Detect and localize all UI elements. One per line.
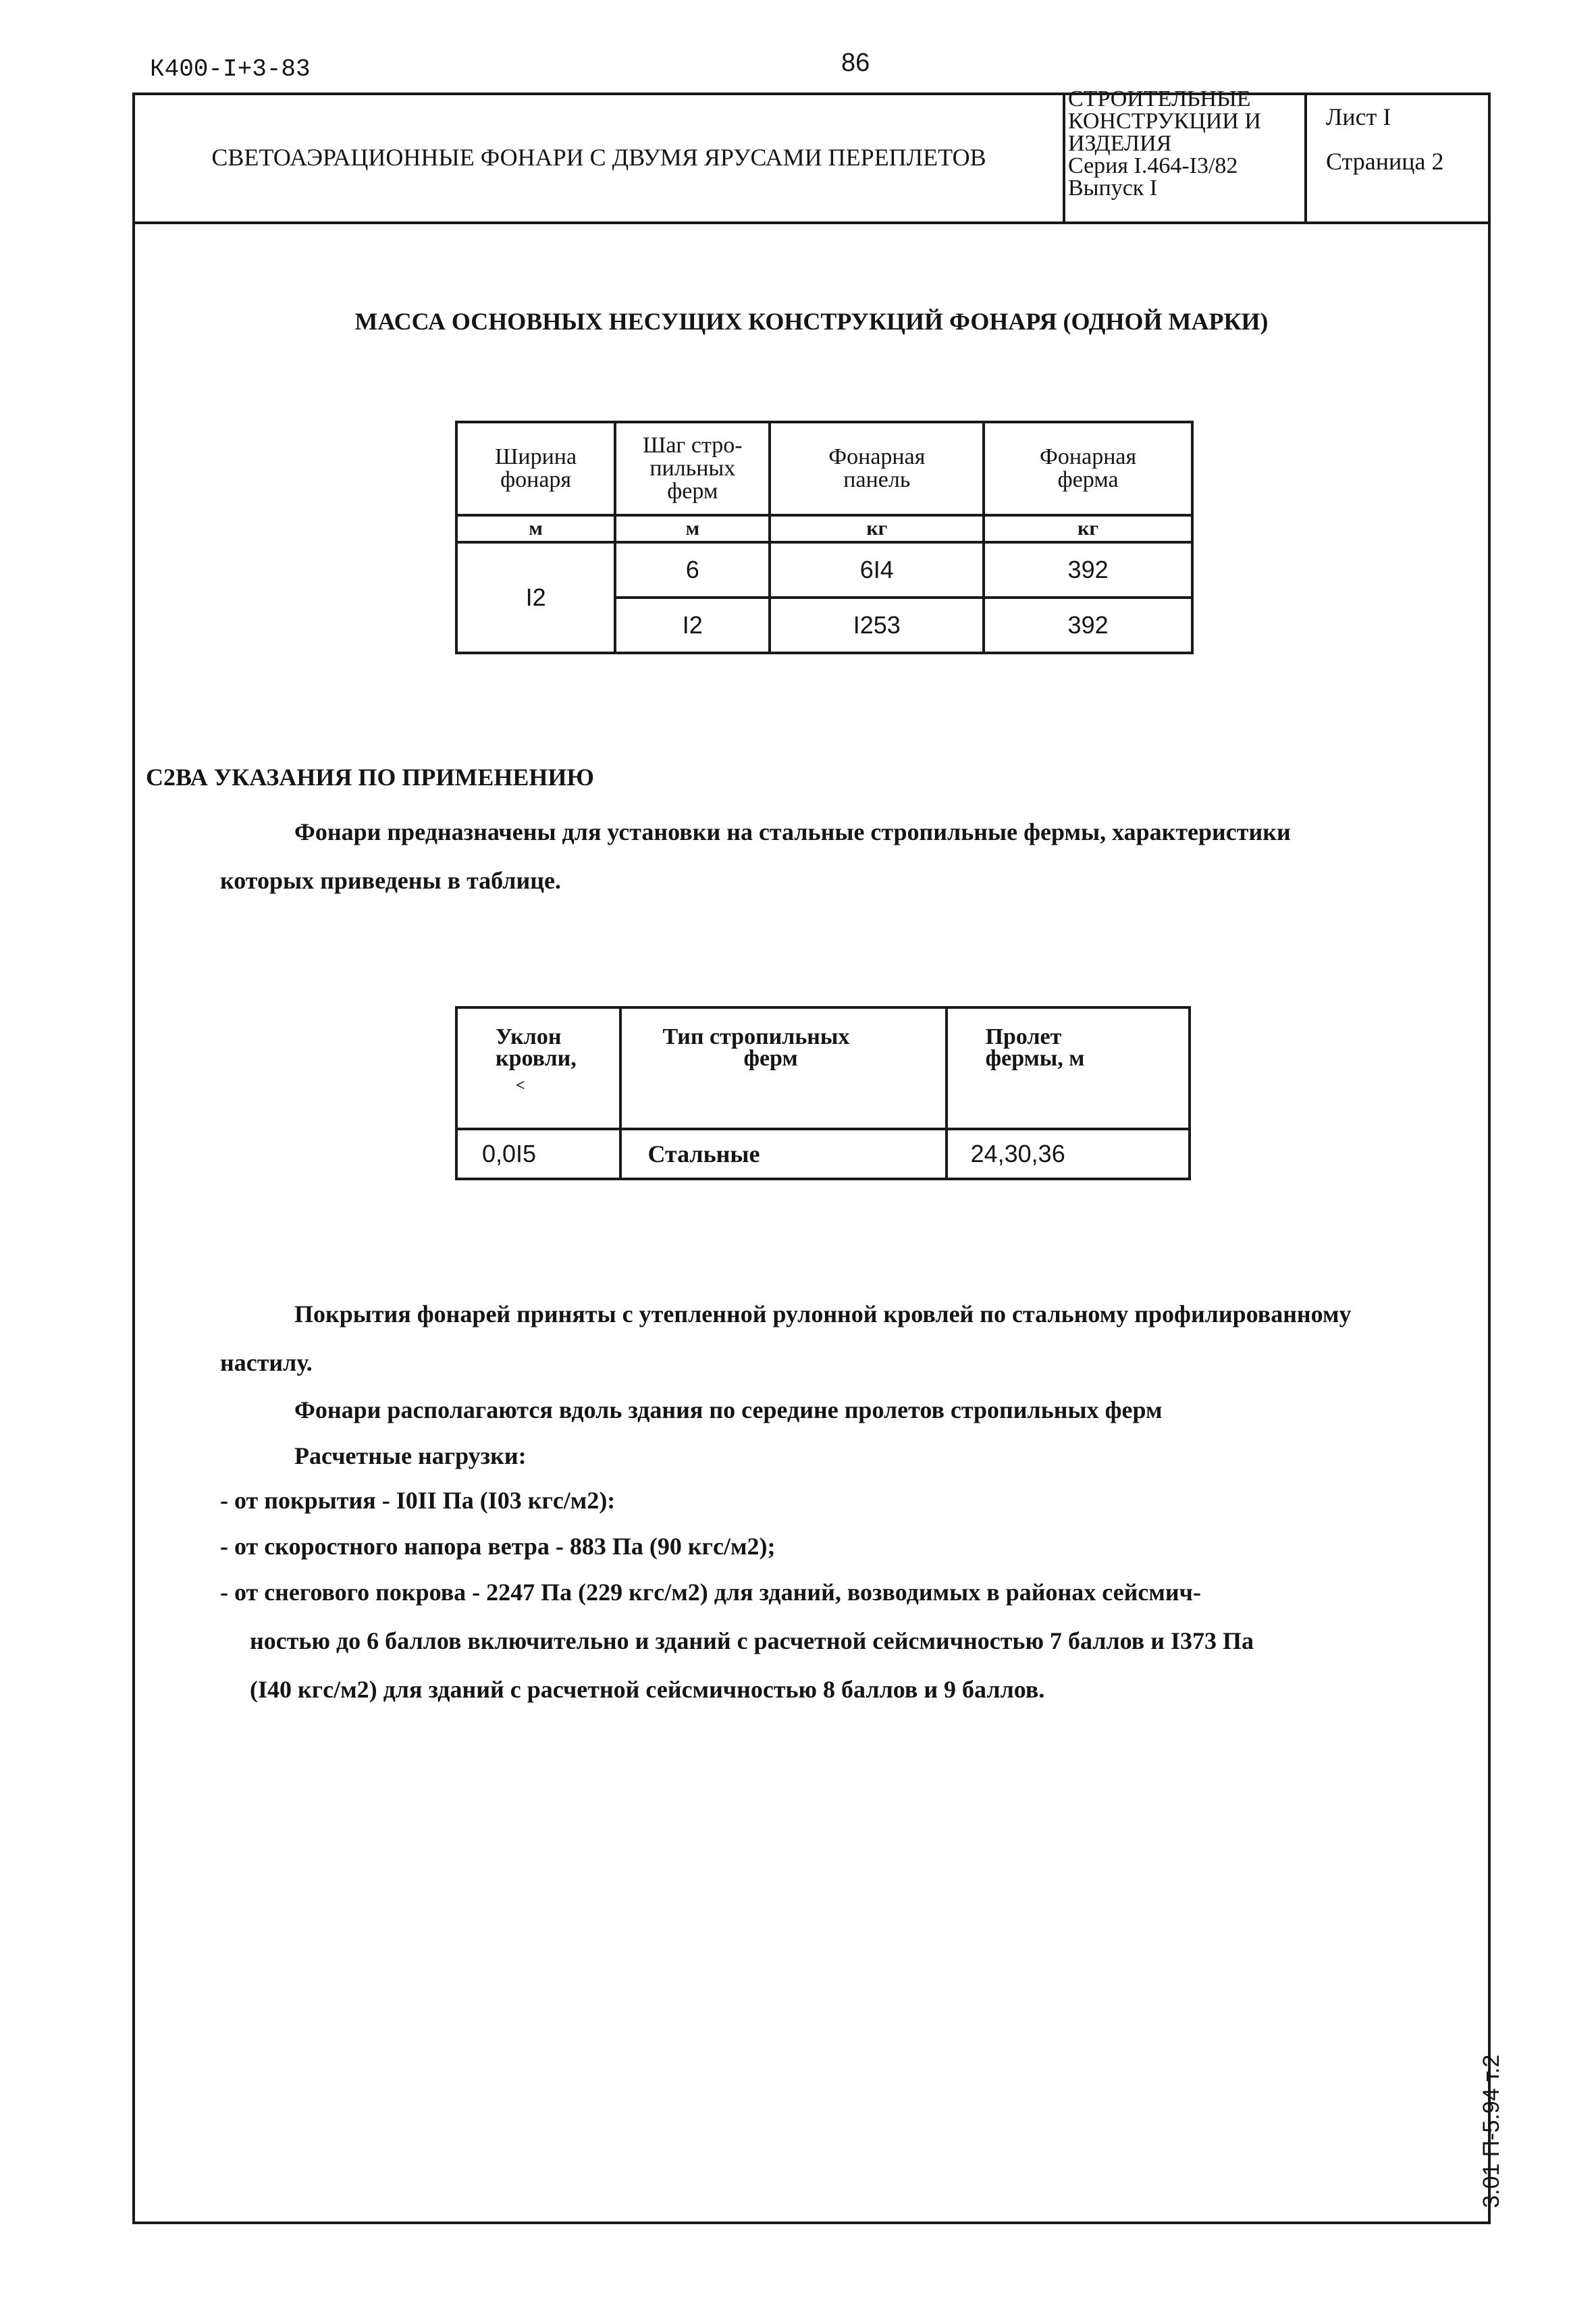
- archive-stamp: 3.01 П-5.94 т.2: [1479, 2054, 1504, 2208]
- header-cell: Фонарная ферма: [984, 422, 1192, 515]
- series-line: Выпуск I: [1068, 176, 1158, 201]
- table-cell: 6: [615, 542, 770, 598]
- truss-table: [455, 1006, 1191, 1180]
- unit-cell: кг: [770, 515, 984, 542]
- title-block-separator-2: [1304, 93, 1307, 223]
- series-info: [1068, 88, 1302, 199]
- truss-table-header: [456, 1007, 1190, 1129]
- header-cell: Уклон кровли, <: [456, 1007, 620, 1129]
- mass-table-header: [456, 422, 1192, 515]
- table-row: [456, 542, 1192, 598]
- series-line: КОНСТРУКЦИИ И: [1068, 109, 1261, 134]
- title-block-divider: [132, 221, 1491, 224]
- header-cell: Тип стропильных ферм: [620, 1007, 946, 1129]
- header-cell: Фонарная панель: [770, 422, 984, 515]
- paragraph-line: которых приведены в таблице.: [220, 867, 561, 894]
- table-cell: I253: [770, 598, 984, 653]
- paragraph-line: настилу.: [220, 1349, 313, 1376]
- paragraph-line: Расчетные нагрузки:: [294, 1442, 527, 1469]
- mass-table: [455, 421, 1194, 654]
- unit-cell: м: [456, 515, 615, 542]
- sheet-number: Лист I: [1326, 103, 1391, 130]
- load-item: - от скоростного напора ветра - 883 Па (90 кгс/м2);: [220, 1533, 776, 1560]
- series-line: СТРОИТЕЛЬНЫЕ: [1068, 86, 1251, 111]
- table-cell: 392: [984, 598, 1192, 653]
- sheet-page: Страница 2: [1326, 148, 1444, 175]
- table-cell: Стальные: [620, 1129, 946, 1179]
- paragraph-line: Фонари предназначены для установки на стальные стропильные фермы, характеристики: [294, 818, 1291, 845]
- table-cell: 0,0I5: [456, 1129, 620, 1179]
- table-row: [456, 1129, 1190, 1179]
- table-cell: 24,30,36: [947, 1129, 1190, 1179]
- header-cell: Шаг стро- пильных ферм: [615, 422, 770, 515]
- paragraph-line: Фонари располагаются вдоль здания по середине пролетов стропильных ферм: [294, 1396, 1163, 1423]
- mass-section-title: МАССА ОСНОВНЫХ НЕСУЩИХ КОНСТРУКЦИЙ ФОНАРЯ (ОДНОЙ МАРКИ): [354, 308, 1269, 335]
- sheet-info: [1326, 95, 1488, 184]
- table-cell: 392: [984, 542, 1192, 598]
- series-line: Серия I.464-I3/82: [1068, 153, 1238, 178]
- load-item-continuation: (I40 кгс/м2) для зданий с расчетной сейсмичностью 8 баллов и 9 баллов.: [250, 1676, 1045, 1703]
- paragraph-line: Покрытия фонарей приняты с утепленной рулонной кровлей по стальному профилированному: [294, 1300, 1352, 1327]
- less-than-symbol: <: [516, 1077, 525, 1095]
- mass-table-units: [456, 515, 1192, 542]
- load-item: - от снегового покрова - 2247 Па (229 кгс/м2) для зданий, возводимых в районах сейсмич-: [220, 1579, 1201, 1606]
- load-item-continuation: ностью до 6 баллов включительно и зданий с расчетной сейсмичностью 7 баллов и I373 Па: [250, 1627, 1254, 1654]
- table-cell: 6I4: [770, 542, 984, 598]
- width-cell: I2: [456, 542, 615, 653]
- table-cell: I2: [615, 598, 770, 653]
- header-cell: Пролет фермы, м: [947, 1007, 1190, 1129]
- document-title: СВЕТОАЭРАЦИОННЫЕ ФОНАРИ С ДВУМЯ ЯРУСАМИ ПЕРЕПЛЕТОВ: [211, 143, 986, 171]
- unit-cell: кг: [984, 515, 1192, 542]
- unit-cell: м: [615, 515, 770, 542]
- header-cell: Ширина фонаря: [456, 422, 615, 515]
- title-block-separator-1: [1063, 93, 1065, 223]
- guidance-heading: С2ВА УКАЗАНИЯ ПО ПРИМЕНЕНИЮ: [146, 764, 594, 791]
- series-line: ИЗДЕЛИЯ: [1068, 131, 1172, 156]
- document-code: К400-I+3-83: [150, 55, 311, 83]
- page-number: 86: [841, 49, 870, 77]
- load-item: - от покрытия - I0II Па (I03 кгс/м2):: [220, 1487, 616, 1514]
